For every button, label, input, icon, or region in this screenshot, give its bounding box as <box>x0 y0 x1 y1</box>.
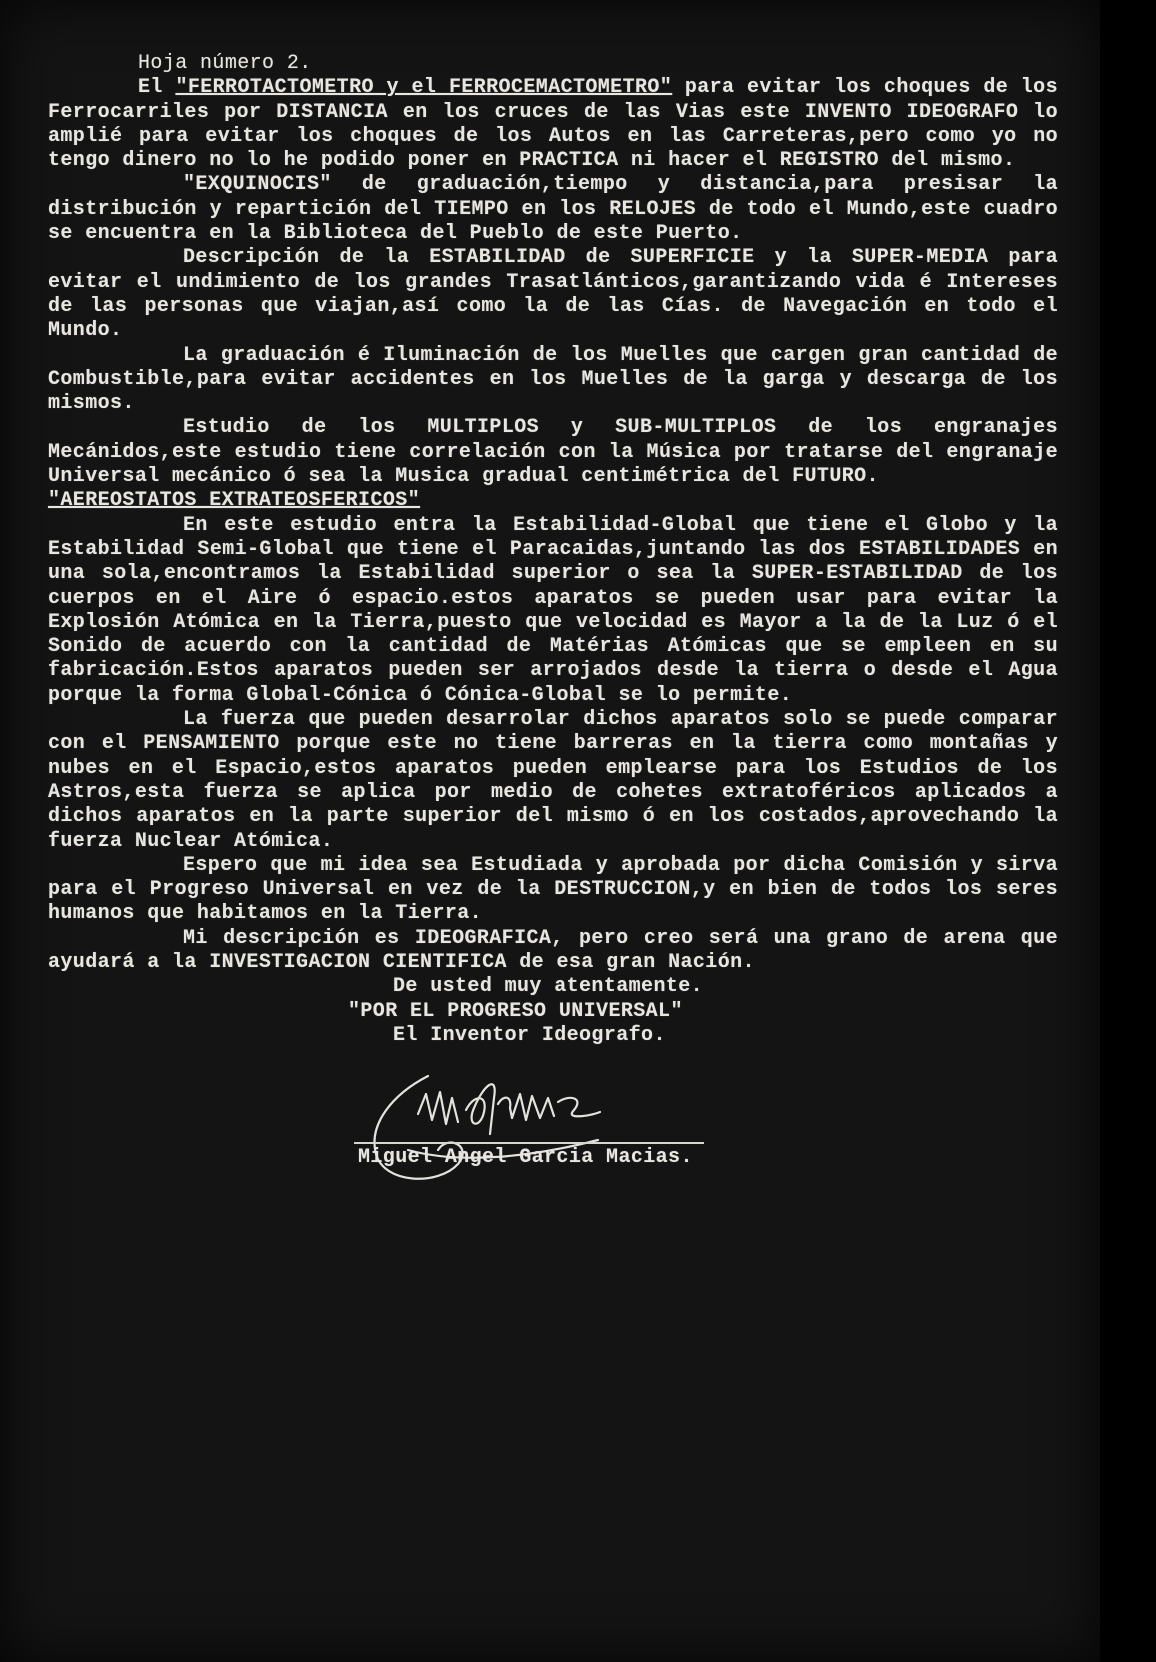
scan-edge <box>1100 0 1156 1662</box>
paragraph-body: para evitar los choques de los Ferrocarriles por DISTANCIA en los cruces de las Vias este INVENTO IDEOGRAFO lo amplié para evitar los choques de los Autos en las Carreteras,pero como yo no tengo dinero no lo he podido poner en PRACTICA ni hacer el REGISTRO del mismo. <box>48 76 1058 173</box>
paragraph-aerostatos: En este estudio entra la Estabilidad-Global que tiene el Globo y la Estabilidad Semi-Global que tiene el Paracaidas,juntando las dos ESTABILIDADES en una sola,encontramos la Estabilidad superior o sea la SUPER-ESTABILIDAD de los cuerpos en el Aire ó espacio.estos aparatos se pueden usar para evitar la Explosión Atómica en la Tierra,puesto que velocidad es Mayor a la de la Luz ó el Sonido de acuerdo con la cantidad de Matérias Atómicas que se empleen en su fabricación.Estos aparatos pueden ser arrojados desde la tierra o desde el Agua porque la forma Global-Cónica ó Cónica-Global se lo permite. <box>48 513 1058 707</box>
paragraph-ferrotactometro <box>48 76 1058 173</box>
sheet-label: Hoja número 2. <box>138 52 312 75</box>
signature-line <box>354 1142 704 1144</box>
signature-block <box>298 1054 718 1194</box>
paragraph-descripcion: Mi descripción es IDEOGRAFICA, pero creo será una grano de arena que ayudará a la INVESTIGACION CIENTIFICA de esa gran Nación. <box>48 926 1058 974</box>
section-title: "AEREOSTATOS EXTRATEOSFERICOS" <box>48 489 421 513</box>
paragraph-multiplos: Estudio de los MULTIPLOS y SUB-MULTIPLOS de los engranajes Mecánidos,este estudio tiene correlación con la Música por tratarse del engranaje Universal mecánico ó sea la Musica gradual centimétrica del FUTURO. <box>48 416 1058 489</box>
paragraph-estabilidad: Descripción de la ESTABILIDAD de SUPERFICIE y la SUPER-MEDIA para evitar el undimiento de los grandes Trasatlánticos,garantizando vida é Intereses de las personas que viajan,así como la de las Cías. de Navegación en todo el Mundo. <box>48 246 1058 343</box>
signatory-name: Miguel Angel Garcia Macias. <box>358 1146 693 1170</box>
invention-title: "FERROTACTOMETRO y el FERROCEMACTOMETRO" <box>175 76 673 100</box>
typewritten-letter <box>48 52 1058 1194</box>
closing-block <box>348 975 1058 1048</box>
handwritten-signature-icon <box>298 1054 718 1194</box>
closing-title: El Inventor Ideografo. <box>393 1023 666 1047</box>
paragraph-espero: Espero que mi idea sea Estudiada y aprobada por dicha Comisión y sirva para el Progreso Universal en vez de la DESTRUCCION,y en bien de todos los seres humanos que habitamos en la Tierra. <box>48 853 1058 926</box>
paragraph-exquinocis: "EXQUINOCIS" de graduación,tiempo y distancia,para presisar la distribución y repartición del TIEMPO en los RELOJES de todo el Mundo,este cuadro se encuentra en la Biblioteca del Pueblo de este Puerto. <box>48 173 1058 246</box>
paragraph-intro: El <box>138 76 176 100</box>
closing-salutation: De usted muy atentamente. <box>393 975 704 999</box>
closing-motto: "POR EL PROGRESO UNIVERSAL" <box>348 999 683 1023</box>
paragraph-muelles: La graduación é Iluminación de los Muelles que cargen gran cantidad de Combustible,para evitar accidentes en los Muelles de la garga y descarga de los mismos. <box>48 343 1058 416</box>
paragraph-fuerza: La fuerza que pueden desarrolar dichos aparatos solo se puede comparar con el PENSAMIENTO porque este no tiene barreras en la tierra como montañas y nubes en el Espacio,estos aparatos pueden emplearse para los Estudios de los Astros,esta fuerza se aplica por medio de cohetes extratoféricos aplicados a dichos aparatos en la parte superior del mismo ó en los costados,aprovechando la fuerza Nuclear Atómica. <box>48 708 1058 853</box>
